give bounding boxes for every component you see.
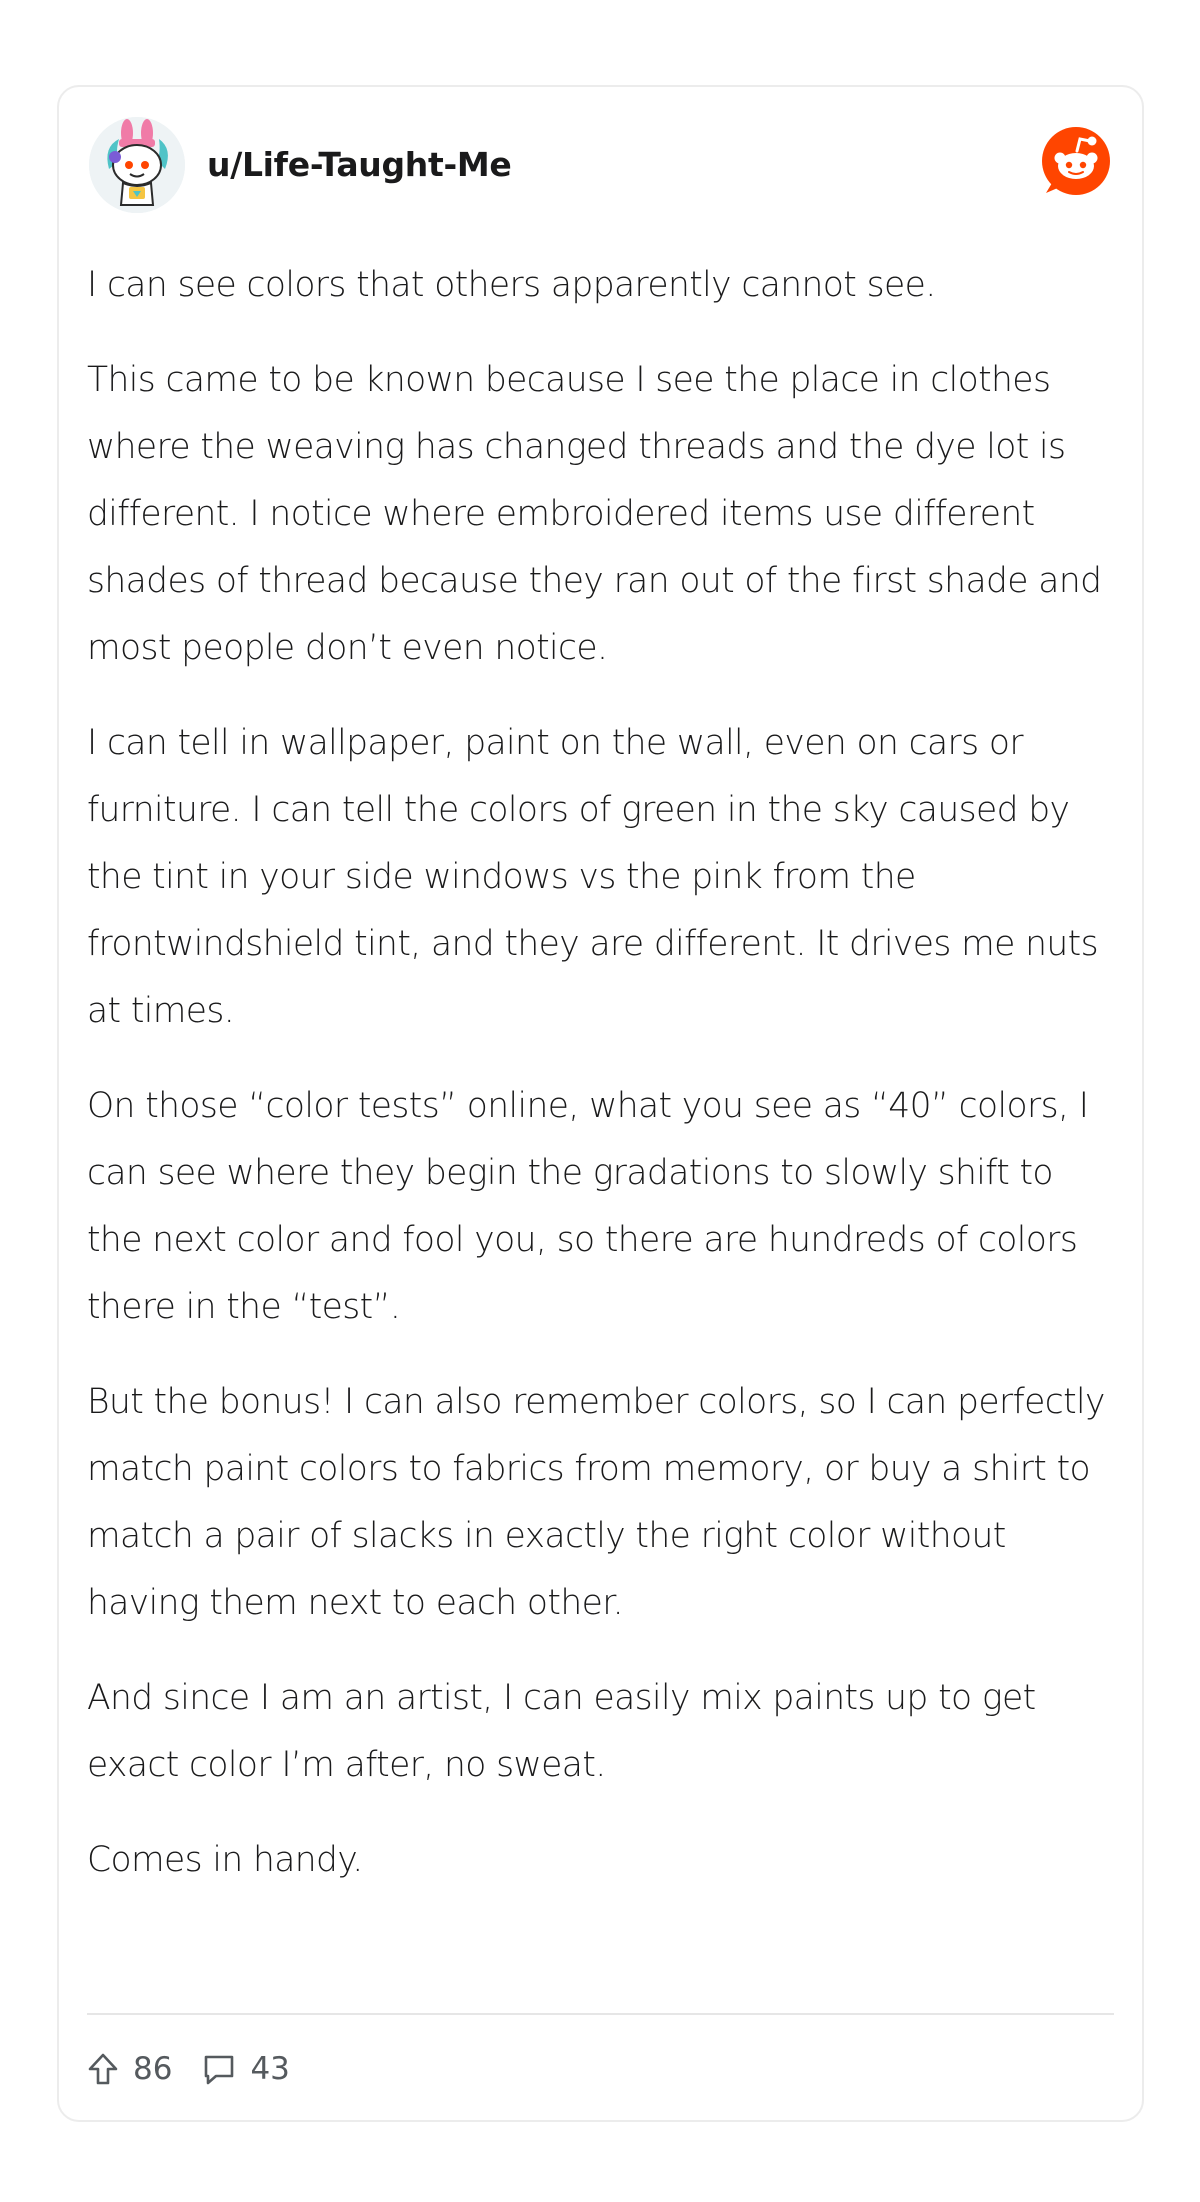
upvote-button[interactable] xyxy=(87,2051,172,2087)
reddit-logo-icon xyxy=(1040,125,1112,197)
post-paragraph: This came to be known because I see the place in clothes where the weaving has changed threads and the dye lot is different. I notice where embroidered items use different shades of thread because they ran out of the first shade and most people don’t even notice. xyxy=(87,360,1102,668)
post-paragraph: And since I am an artist, I can easily mix paints up to get exact color I’m after, no sweat. xyxy=(87,1678,1036,1785)
upvote-count: 86 xyxy=(133,2051,173,2087)
post-header xyxy=(89,117,1112,213)
post-paragraph: On those “color tests” online, what you see as “40” colors, I can see where they begin the gradations to slowly shift to the next color and fool you, so there are hundreds of colors there in the “test”. xyxy=(87,1086,1089,1327)
post-card xyxy=(57,85,1144,2122)
post-footer xyxy=(87,2044,290,2094)
post-paragraph: Comes in handy. xyxy=(87,1840,363,1880)
post-body xyxy=(87,252,1112,1922)
comment-count: 43 xyxy=(250,2051,290,2087)
post-paragraph: But the bonus! I can also remember colors, so I can perfectly match paint colors to fabrics from memory, or buy a shirt to match a pair of slacks in exactly the right color without having them next to each other. xyxy=(87,1382,1105,1623)
comments-button[interactable] xyxy=(202,2051,289,2087)
upvote-arrow-icon xyxy=(87,2052,119,2086)
post-paragraph: I can tell in wallpaper, paint on the wall, even on cars or furniture. I can tell the colors of green in the sky caused by the tint in your side windows vs the pink from the frontwindshield tint, and they are different. It drives me nuts at times. xyxy=(87,723,1098,1031)
comment-bubble-icon xyxy=(202,2052,236,2086)
post-author[interactable]: u/Life-Taught-Me xyxy=(207,145,512,184)
footer-divider xyxy=(87,2013,1114,2015)
post-paragraph: I can see colors that others apparently cannot see. xyxy=(87,265,936,305)
snoo-avatar-icon xyxy=(89,117,185,213)
user-avatar[interactable] xyxy=(89,117,185,213)
